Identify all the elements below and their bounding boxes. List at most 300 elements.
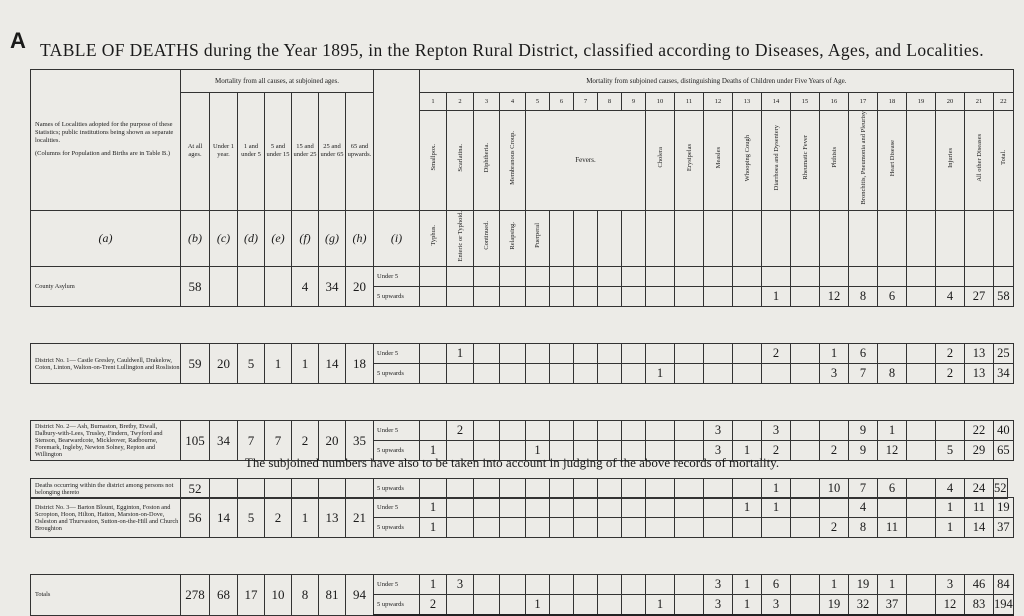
cause-value (762, 518, 791, 538)
cause-value (500, 267, 526, 287)
cause-value (526, 518, 550, 538)
cause-value (574, 364, 598, 384)
cause-value (598, 267, 622, 287)
cause-value (675, 344, 704, 364)
cause-value (622, 267, 646, 287)
cause-value: 3 (704, 575, 733, 595)
cause-value (646, 421, 675, 441)
cause-number: 7 (574, 93, 598, 111)
cause-value (733, 287, 762, 307)
cause-value (675, 498, 704, 518)
cause-value: 6 (762, 575, 791, 595)
cause-value (646, 267, 675, 287)
cause-name: Smallpox. (429, 144, 437, 172)
cause-heading (675, 111, 704, 211)
cause-value (500, 287, 526, 307)
period-label: 5 upwards (374, 595, 420, 616)
table-row (31, 344, 1014, 364)
cause-value: 3 (704, 595, 733, 616)
header-blank (675, 210, 704, 267)
cause-value: 1 (733, 498, 762, 518)
cause-name: Total. (999, 150, 1007, 166)
fever-type-name: Continued. (483, 221, 490, 251)
cause-value (500, 575, 526, 595)
cause-value: 1 (762, 287, 791, 307)
cause-value (574, 421, 598, 441)
cause-name: Cholera (656, 147, 664, 169)
cause-value (646, 498, 675, 518)
header-blank (994, 210, 1014, 267)
age-value (265, 479, 292, 499)
cause-number: 1 (420, 93, 447, 111)
cause-value (550, 575, 574, 595)
spacer-cell (31, 307, 1014, 344)
cause-value (791, 498, 820, 518)
cause-value (420, 267, 447, 287)
names-note: Names of Localities adopted for the purpose of these Statistics; public institutions being shown as separate localities. (35, 121, 174, 145)
column-label: (i) (374, 210, 420, 267)
age-value (346, 479, 374, 499)
cause-value (762, 364, 791, 384)
cause-value: 1 (878, 421, 907, 441)
cause-value: 2 (820, 518, 849, 538)
cause-value (526, 344, 550, 364)
cause-value: 12 (878, 441, 907, 461)
age-value: 14 (319, 344, 346, 384)
cause-heading (820, 111, 849, 211)
age-value: 20 (346, 267, 374, 307)
cause-name: Bronchitis, Pneumonia and Pleurisy (859, 111, 867, 205)
cause-value (733, 518, 762, 538)
cause-value: 7 (849, 479, 878, 499)
cause-value (791, 595, 820, 616)
cause-value (550, 518, 574, 538)
cause-number: 19 (907, 93, 936, 111)
age-heading: Under 1 year. (210, 93, 238, 211)
cause-value: 27 (965, 287, 994, 307)
age-value (210, 267, 238, 307)
names-note-cell (31, 70, 181, 211)
header-blank (550, 210, 574, 267)
cause-value (447, 518, 474, 538)
cause-value (622, 518, 646, 538)
cause-value: 1 (420, 575, 447, 595)
cause-value: 1 (936, 498, 965, 518)
cause-number: 3 (474, 93, 500, 111)
cause-number: 20 (936, 93, 965, 111)
cause-number: 15 (791, 93, 820, 111)
cause-value (474, 498, 500, 518)
period-label: Under 5 (374, 421, 420, 441)
cause-value (574, 344, 598, 364)
column-label: (e) (265, 210, 292, 267)
cause-heading (762, 111, 791, 211)
cause-value (936, 421, 965, 441)
cause-value (907, 595, 936, 616)
cause-value: 13 (965, 364, 994, 384)
cause-name: Heart Disease (888, 139, 896, 176)
header-blank (598, 210, 622, 267)
cause-value: 19 (820, 595, 849, 616)
cause-value (474, 287, 500, 307)
cause-value (994, 267, 1014, 287)
cause-value: 3 (704, 421, 733, 441)
header-blank (849, 210, 878, 267)
cause-value (907, 344, 936, 364)
cause-value: 194 (994, 595, 1014, 616)
table-row (31, 421, 1014, 441)
fever-type-name: Relapsing. (509, 221, 516, 250)
spacer-row (31, 538, 1014, 575)
fevers-heading: Fevers. (526, 111, 646, 211)
cause-value: 2 (447, 421, 474, 441)
cause-value: 37 (878, 595, 907, 616)
page-title: TABLE OF DEATHS during the Year 1895, in the Repton Rural District, classified according to Diseases, Ages, and Localities. (39, 40, 985, 60)
cause-value (598, 498, 622, 518)
age-value: 7 (238, 421, 265, 461)
age-value: 2 (292, 421, 319, 461)
cause-value (878, 344, 907, 364)
cause-value: 34 (994, 364, 1014, 384)
cause-value: 40 (994, 421, 1014, 441)
cause-value (598, 575, 622, 595)
cause-value: 3 (762, 595, 791, 616)
cause-value: 46 (965, 575, 994, 595)
cause-value: 4 (936, 479, 965, 499)
cause-heading (500, 111, 526, 211)
age-value: 1 (292, 498, 319, 538)
cause-value (550, 287, 574, 307)
cause-value: 2 (762, 441, 791, 461)
subjoined-note: The subjoined numbers have also to be taken into account in judging of the above records of mortality. (244, 455, 780, 470)
cause-value (500, 421, 526, 441)
cause-value (550, 344, 574, 364)
cause-value (965, 267, 994, 287)
cause-value: 1 (447, 344, 474, 364)
cause-value (500, 595, 526, 616)
figure-letter: A (10, 28, 26, 53)
cause-name: All other Diseases (975, 133, 983, 182)
cause-value (907, 421, 936, 441)
age-heading: 15 and under 25 (292, 93, 319, 211)
cause-heading (420, 111, 447, 211)
spacer-cell (31, 384, 1014, 421)
age-value: 14 (210, 498, 238, 538)
cause-value (526, 421, 550, 441)
cause-value (447, 287, 474, 307)
cause-value: 7 (849, 364, 878, 384)
cause-value (704, 518, 733, 538)
cause-value: 1 (733, 441, 762, 461)
cause-value: 22 (965, 421, 994, 441)
age-value: 5 (238, 498, 265, 538)
cause-value (447, 498, 474, 518)
cause-value (733, 364, 762, 384)
cause-value (907, 364, 936, 384)
cause-value (622, 575, 646, 595)
header-blank (820, 210, 849, 267)
age-value: 94 (346, 575, 374, 616)
cause-value (791, 287, 820, 307)
cause-value: 2 (820, 441, 849, 461)
cause-value (622, 595, 646, 616)
cause-value (675, 479, 704, 499)
age-value: 1 (265, 344, 292, 384)
cause-value (820, 421, 849, 441)
cause-value (907, 498, 936, 518)
column-label: (g) (319, 210, 346, 267)
cause-number: 8 (598, 93, 622, 111)
cause-value (849, 267, 878, 287)
cause-value (622, 479, 646, 499)
age-value: 18 (346, 344, 374, 384)
cause-value (675, 287, 704, 307)
period-label: 5 upwards (374, 287, 420, 307)
cause-heading (849, 111, 878, 211)
cause-value: 1 (420, 441, 447, 461)
cause-value (500, 344, 526, 364)
cause-value: 1 (762, 498, 791, 518)
cause-heading (791, 111, 820, 211)
cause-value (574, 267, 598, 287)
header-blank (704, 210, 733, 267)
period-label: Under 5 (374, 575, 420, 595)
cause-value: 6 (849, 344, 878, 364)
cause-heading (447, 111, 474, 211)
age-value: 7 (265, 421, 292, 461)
cause-value: 14 (965, 518, 994, 538)
cause-value: 3 (762, 421, 791, 441)
cause-value (447, 595, 474, 616)
age-value: 34 (319, 267, 346, 307)
cause-number: 18 (878, 93, 907, 111)
cause-value: 19 (849, 575, 878, 595)
cause-name: Measles (714, 147, 722, 169)
period-heading-blank (374, 70, 420, 211)
cause-value: 12 (936, 595, 965, 616)
fever-type-heading (526, 210, 550, 267)
outside-total: 52 (181, 479, 210, 499)
outside-deaths-table (30, 478, 1008, 499)
cause-value (447, 364, 474, 384)
header-blank (936, 210, 965, 267)
age-value: 81 (319, 575, 346, 616)
cause-value (526, 267, 550, 287)
cause-value (598, 344, 622, 364)
cause-value (704, 287, 733, 307)
cause-value: 1 (646, 595, 675, 616)
locality-name: District No. 2— Ash, Burnaston, Bretby, Etwall, Dalbury-with-Lees, Trusley, Findern, Twyford and Stenson, Bearwardcote, Mickleover, Radbourne, Foremark, Ingleby, Newton Solney, Repton and Willington (31, 421, 181, 461)
deaths-table (30, 69, 1014, 616)
cause-value (550, 421, 574, 441)
cause-value: 3 (704, 441, 733, 461)
cause-value: 52 (994, 479, 1008, 499)
cause-name: Diphtheria. (483, 143, 490, 173)
cause-value: 84 (994, 575, 1014, 595)
cause-value (791, 479, 820, 499)
cause-value (878, 498, 907, 518)
cause-value (474, 364, 500, 384)
period-label: 5 upwards (374, 518, 420, 538)
cause-value (820, 267, 849, 287)
cause-value (474, 479, 500, 499)
cause-number: 22 (994, 93, 1014, 111)
cause-value (622, 344, 646, 364)
cause-value (704, 344, 733, 364)
cause-value (550, 595, 574, 616)
cause-value: 1 (526, 441, 550, 461)
cause-number: 12 (704, 93, 733, 111)
cause-value: 9 (849, 441, 878, 461)
cause-value (574, 575, 598, 595)
age-value (238, 479, 265, 499)
cause-value (420, 479, 447, 499)
age-value: 20 (210, 344, 238, 384)
period-label: 5 upwards (374, 441, 420, 461)
cause-value: 1 (762, 479, 791, 499)
cause-value (762, 267, 791, 287)
cause-value (420, 344, 447, 364)
cause-value: 1 (733, 575, 762, 595)
cause-value: 1 (820, 344, 849, 364)
cause-value (598, 421, 622, 441)
cause-value (936, 267, 965, 287)
column-label: (c) (210, 210, 238, 267)
cause-value: 8 (878, 364, 907, 384)
header-blank (733, 210, 762, 267)
fever-type-name: Enteric or Typhoid. (456, 210, 464, 262)
age-value (210, 479, 238, 499)
cause-number: 4 (500, 93, 526, 111)
age-value: 58 (181, 267, 210, 307)
cause-value (598, 595, 622, 616)
cause-value (574, 518, 598, 538)
cause-value: 3 (447, 575, 474, 595)
age-value: 68 (210, 575, 238, 616)
age-value (292, 479, 319, 499)
cause-value: 65 (994, 441, 1014, 461)
age-heading: At all ages. (181, 93, 210, 211)
table-row (31, 575, 1014, 595)
cause-number: 16 (820, 93, 849, 111)
cause-value (791, 267, 820, 287)
cause-value (907, 287, 936, 307)
cause-value (646, 287, 675, 307)
cause-value (526, 364, 550, 384)
cause-value: 2 (762, 344, 791, 364)
age-value: 35 (346, 421, 374, 461)
cause-number: 14 (762, 93, 791, 111)
cause-value (550, 479, 574, 499)
cause-value (675, 364, 704, 384)
cause-value (474, 344, 500, 364)
cause-value (574, 595, 598, 616)
cause-name: Scarlatina. (456, 143, 464, 172)
age-value: 17 (238, 575, 265, 616)
cause-value (447, 479, 474, 499)
cause-value: 2 (420, 595, 447, 616)
fever-type-name: Typhus. (429, 225, 437, 247)
cause-value (474, 421, 500, 441)
cause-heading (907, 111, 936, 211)
mortality-subjoined-causes-heading: Mortality from subjoined causes, distinguishing Deaths of Children under Five Years of Age. (420, 70, 1014, 93)
cause-value (500, 479, 526, 499)
cause-value: 11 (965, 498, 994, 518)
cause-value (733, 344, 762, 364)
outside-locality-name: Deaths occurring within the district among persons not belonging thereto (31, 479, 181, 499)
cause-value (598, 364, 622, 384)
cause-number: 13 (733, 93, 762, 111)
cause-value (622, 498, 646, 518)
cause-value: 9 (849, 421, 878, 441)
cause-value (907, 518, 936, 538)
cause-value (820, 498, 849, 518)
header-blank (762, 210, 791, 267)
cause-value (550, 267, 574, 287)
cause-value (791, 364, 820, 384)
cause-value (907, 267, 936, 287)
age-value (238, 267, 265, 307)
cause-number: 9 (622, 93, 646, 111)
cause-value (574, 479, 598, 499)
cause-value (622, 364, 646, 384)
cause-value: 12 (820, 287, 849, 307)
cause-value (878, 267, 907, 287)
cause-value (675, 421, 704, 441)
period-label: Under 5 (374, 267, 420, 287)
cause-value (598, 287, 622, 307)
age-value: 20 (319, 421, 346, 461)
cause-value: 13 (965, 344, 994, 364)
cause-name: Membranous Croup. (509, 130, 516, 185)
cause-value: 6 (878, 479, 907, 499)
cause-value (500, 498, 526, 518)
cause-value (646, 575, 675, 595)
cause-value: 37 (994, 518, 1014, 538)
cause-value (704, 267, 733, 287)
cause-value (791, 344, 820, 364)
cause-value (622, 421, 646, 441)
cause-value (526, 498, 550, 518)
age-heading: 1 and under 5 (238, 93, 265, 211)
cause-value (733, 421, 762, 441)
cause-heading (994, 111, 1014, 211)
cause-value: 1 (420, 498, 447, 518)
table-row (31, 498, 1014, 518)
age-heading: 5 and under 15 (265, 93, 292, 211)
cause-value: 1 (420, 518, 447, 538)
period-label: 5 upwards (374, 479, 420, 499)
cause-value: 11 (878, 518, 907, 538)
spacer-row (31, 384, 1014, 421)
cause-value: 29 (965, 441, 994, 461)
cause-value: 1 (936, 518, 965, 538)
cause-value (704, 364, 733, 384)
cause-value (574, 498, 598, 518)
period-label: Under 5 (374, 498, 420, 518)
cause-value (474, 267, 500, 287)
cause-value: 6 (878, 287, 907, 307)
fever-type-heading (420, 210, 447, 267)
age-value: 2 (265, 498, 292, 538)
cause-value: 4 (936, 287, 965, 307)
cause-value (622, 287, 646, 307)
locality-name: Totals (31, 575, 181, 616)
header-blank (878, 210, 907, 267)
cause-name: Rheumatic Fever (801, 135, 809, 181)
cause-value: 4 (849, 498, 878, 518)
cause-value (791, 421, 820, 441)
